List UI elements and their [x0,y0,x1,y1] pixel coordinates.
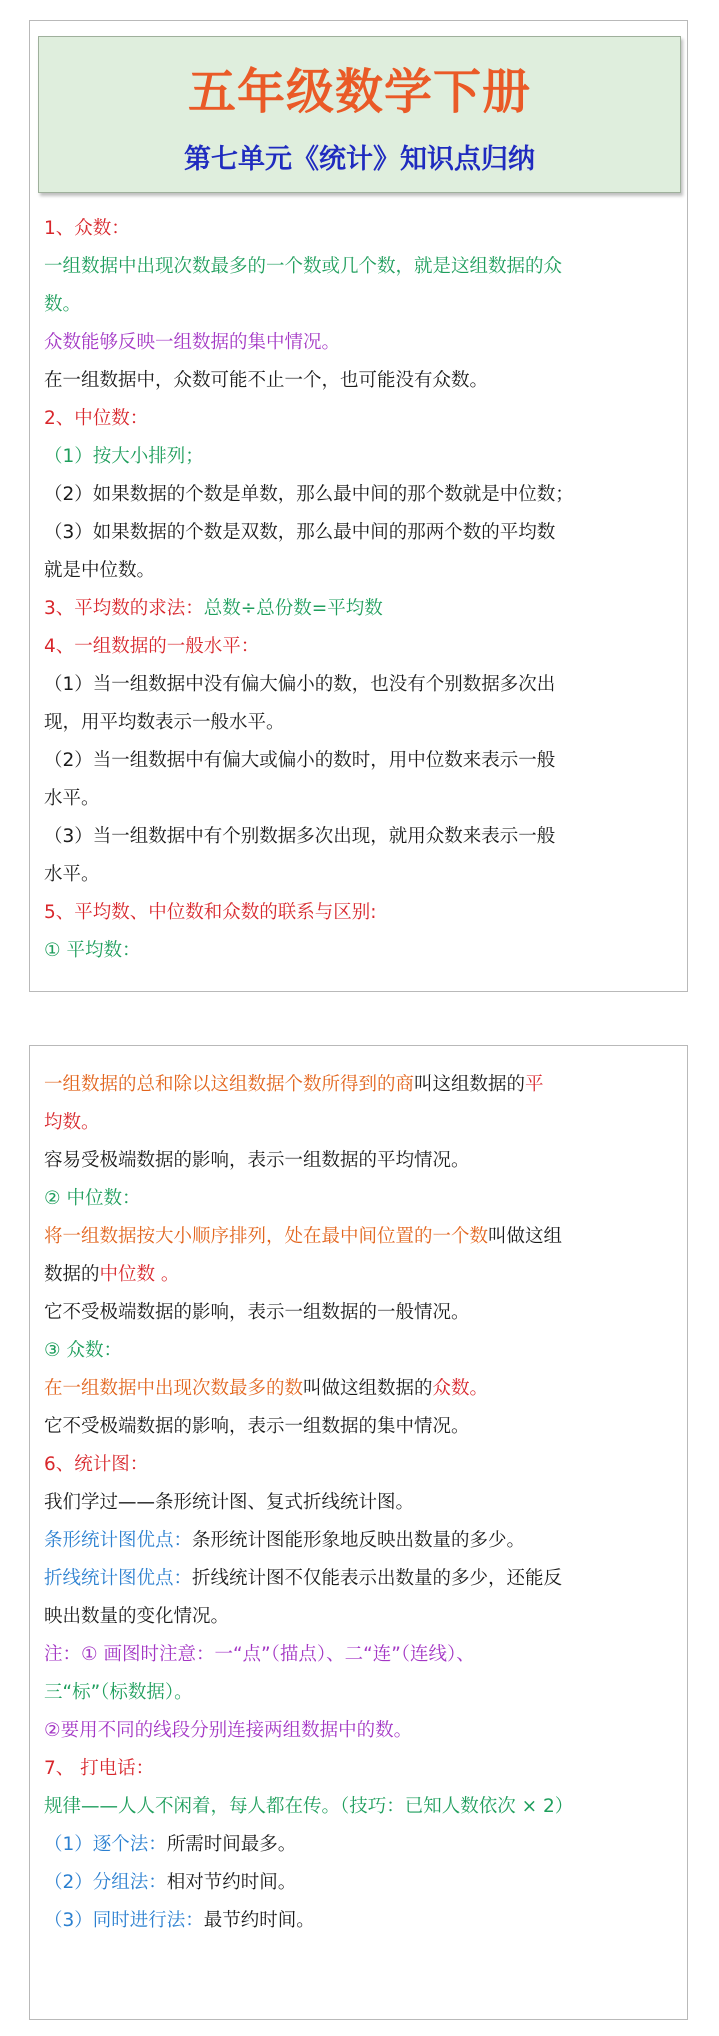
method-3-text: 最节约时间。 [203,1910,315,1931]
line-chart-advantage-line-1 [44,1560,677,1598]
median-definition-text: 叫做这组 [488,1226,563,1247]
level-case-1-line-1: （1）当一组数据中没有偏大偏小的数，也没有个别数据多次出 [44,674,556,695]
bar-chart-text: 条形统计图能形象地反映出数量的多少。 [192,1530,526,1551]
median-definition-line-1 [44,1218,677,1256]
line-chart-advantage-line-2: 映出数量的变化情况。 [44,1606,230,1627]
level-case-1-line-2: 现，用平均数表示一般水平。 [44,712,285,733]
average-definition-text: 叫这组数据的 [414,1074,526,1095]
median-step-2: （2）如果数据的个数是单数，那么最中间的那个数就是中位数； [44,484,574,505]
drawing-note-line-3: ②要用不同的线段分别连接两组数据中的数。 [44,1720,413,1741]
average-definition-line-1 [44,1066,677,1104]
mode-definition [44,1370,677,1408]
average-definition-line-2: 均数。 [44,1112,100,1133]
level-case-2-line-2: 水平。 [44,788,100,809]
average-note: 容易受极端数据的影响，表示一组数据的平均情况。 [44,1150,470,1171]
drawing-note-line-1: 注：① 画图时注意：一“点”（描点）、二“连”（连线）、 [44,1644,475,1665]
average-definition-highlight: 一组数据的总和除以这组数据个数所得到的商 [44,1074,415,1095]
median-definition-text-2: 数据的 [44,1264,100,1285]
page-title: 五年级数学下册 [187,64,531,120]
method-2-text: 相对节约时间。 [166,1872,297,1893]
method-2-label: （2）分组法： [44,1872,167,1893]
section-7-title: 7、 打电话： [44,1758,155,1779]
card-bottom [29,1045,688,2020]
median-step-3-line-2: 就是中位数。 [44,560,156,581]
line-chart-text: 折线统计图不仅能表示出数量的多少，还能反 [192,1568,563,1589]
mode-definition-line-2: 数。 [44,294,82,315]
method-1-label: （1）逐个法： [44,1834,167,1855]
section-1-title: 1、众数： [44,218,130,239]
method-3 [44,1902,677,1940]
section-3-line [44,590,677,628]
mode-definition-line-1: 一组数据中出现次数最多的一个数或几个数，就是这组数据的众 [44,256,563,277]
bar-chart-advantage [44,1522,677,1560]
level-case-3-line-2: 水平。 [44,864,100,885]
level-case-2-line-1: （2）当一组数据中有偏大或偏小的数时，用中位数来表示一般 [44,750,556,771]
median-subtitle: ② 中位数： [44,1188,141,1209]
section-5-title: 5、平均数、中位数和众数的联系与区别: [44,902,377,923]
section-6-title: 6、统计图： [44,1454,149,1475]
section-4-title: 4、一组数据的一般水平： [44,636,260,657]
median-definition-highlight: 将一组数据按大小顺序排列，处在最中间位置的一个数 [44,1226,489,1247]
mode-subtitle: ③ 众数： [44,1340,122,1361]
drawing-note-line-2: 三“标”（标数据）。 [44,1682,193,1703]
method-2 [44,1864,677,1902]
average-term-start: 平 [525,1074,544,1095]
mode-term: 众数。 [432,1378,489,1399]
page-subtitle: 第七单元《统计》知识点归纳 [184,144,535,175]
bar-chart-label: 条形统计图优点： [44,1530,193,1551]
average-formula: 总数÷总份数=平均数 [203,598,383,619]
card-top [29,20,688,992]
section-2-title: 2、中位数： [44,408,149,429]
content-section-2 [44,1066,677,1940]
mode-note-bottom: 它不受极端数据的影响，表示一组数据的集中情况。 [44,1416,470,1437]
median-definition-line-2 [44,1256,677,1294]
phone-rule: 规律——人人不闲着，每人都在传。（技巧：已知人数依次 × 2） [44,1796,574,1817]
content-section-1 [44,210,677,970]
mode-definition-highlight: 在一组数据中出现次数最多的数 [44,1378,304,1399]
mode-note-2: 在一组数据中，众数可能不止一个，也可能没有众数。 [44,370,489,391]
charts-learned: 我们学过——条形统计图、复式折线统计图。 [44,1492,415,1513]
average-subtitle: ① 平均数： [44,940,141,961]
level-case-3-line-1: （3）当一组数据中有个别数据多次出现，就用众数来表示一般 [44,826,556,847]
method-1 [44,1826,677,1864]
method-3-label: （3）同时进行法： [44,1910,204,1931]
median-term: 中位数 。 [99,1264,180,1285]
line-chart-label: 折线统计图优点： [44,1568,193,1589]
title-banner [38,36,681,193]
median-note: 它不受极端数据的影响，表示一组数据的一般情况。 [44,1302,470,1323]
section-3-title: 3、平均数的求法： [44,598,204,619]
median-step-3-line-1: （3）如果数据的个数是双数，那么最中间的那两个数的平均数 [44,522,556,543]
median-step-1: （1）按大小排列； [44,446,204,467]
mode-definition-text: 叫做这组数据的 [303,1378,433,1399]
method-1-text: 所需时间最多。 [166,1834,297,1855]
mode-note: 众数能够反映一组数据的集中情况。 [44,332,341,353]
